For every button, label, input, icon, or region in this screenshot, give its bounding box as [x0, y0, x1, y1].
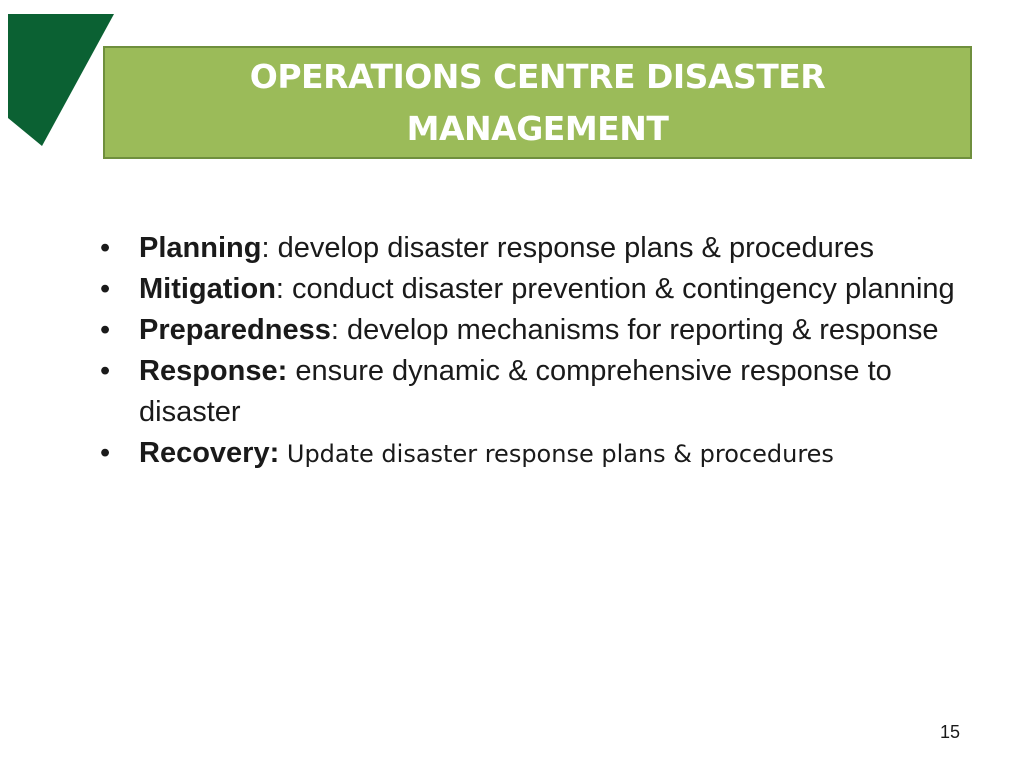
bullet-term: Preparedness	[139, 314, 331, 346]
slide-title: OPERATIONS CENTRE DISASTER MANAGEMENT	[249, 56, 826, 148]
bullet-separator: :	[261, 232, 270, 264]
bullet-response	[100, 351, 980, 433]
bullet-recovery	[100, 433, 980, 475]
bullet-list	[100, 228, 980, 475]
bullet-dot-icon: •	[100, 314, 111, 346]
bullet-description: Update disaster response plans & procedures	[279, 440, 834, 468]
title-banner	[103, 46, 972, 159]
bullet-description: ensure dynamic & comprehensive response to disaster	[139, 355, 892, 428]
bullet-description: develop mechanisms for reporting & response	[338, 314, 939, 346]
bullet-term: Mitigation	[139, 273, 276, 305]
bullet-planning	[100, 228, 980, 269]
bullet-separator: :	[275, 273, 284, 305]
bullet-separator: :	[330, 314, 339, 346]
bullet-description: conduct disaster prevention & contingency planning	[283, 273, 955, 305]
corner-triangle-icon	[8, 14, 114, 146]
bullet-mitigation	[100, 269, 980, 310]
bullet-dot-icon: •	[100, 273, 111, 305]
page-number: 15	[940, 722, 961, 742]
bullet-dot-icon: •	[100, 355, 111, 387]
bullet-preparedness	[100, 310, 980, 351]
bullet-description: develop disaster response plans & procedures	[269, 232, 875, 264]
bullet-term: Planning	[139, 232, 262, 264]
bullet-dot-icon: •	[100, 232, 111, 264]
bullet-term: Recovery:	[139, 437, 280, 469]
bullet-term: Response:	[139, 355, 288, 387]
bullet-dot-icon: •	[100, 437, 111, 469]
corner-logo-shape	[8, 14, 114, 146]
